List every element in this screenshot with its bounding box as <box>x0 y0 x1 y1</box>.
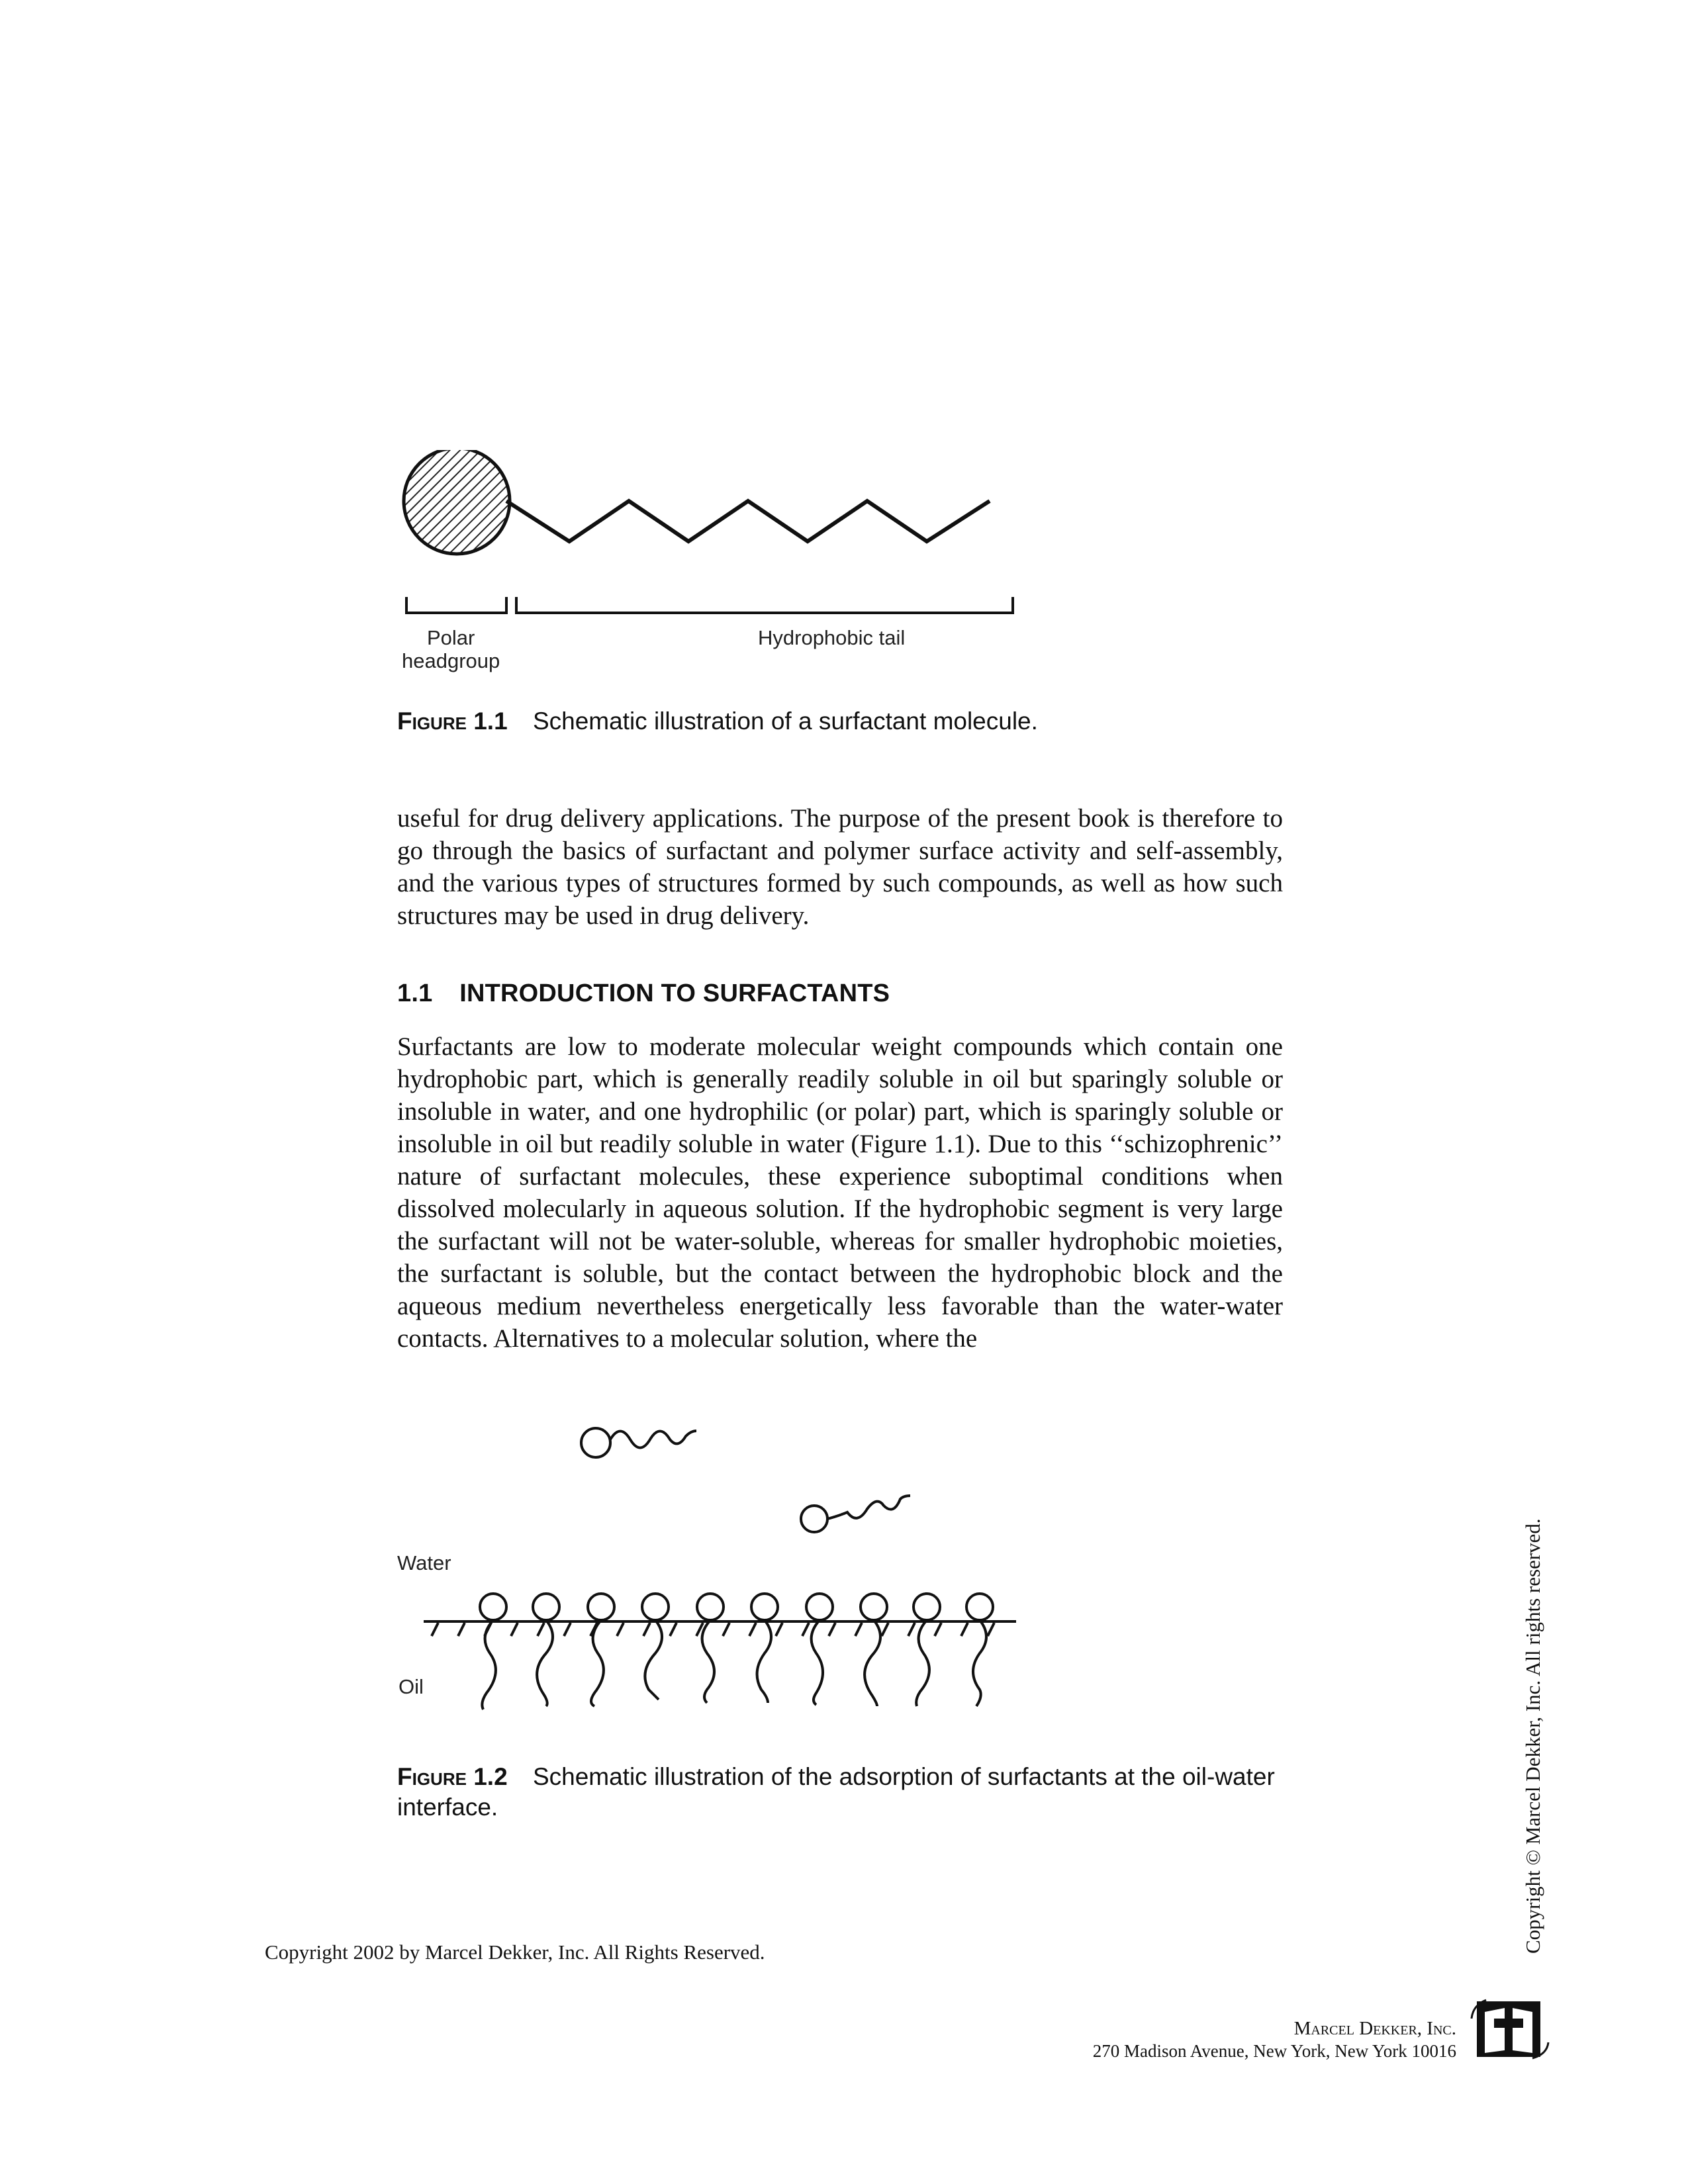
publisher-block <box>1033 2017 1456 2062</box>
figure-1-2 <box>391 1396 1053 1754</box>
free-surfactant-head-2 <box>801 1506 827 1532</box>
figure-1-1-caption <box>397 706 1038 737</box>
polar-label: Polar <box>427 626 475 649</box>
free-surfactant-tail-1 <box>610 1431 696 1448</box>
adsorbed-surfactant-2 <box>533 1594 559 1706</box>
adsorbed-surfactant-6 <box>751 1594 778 1703</box>
free-surfactant-head-1 <box>581 1428 610 1457</box>
adsorbed-surfactant-1 <box>480 1594 506 1709</box>
body-paragraph-1: useful for drug delivery applications. The purpose of the present book is therefore to go through the basics of surfactant and polymer surface activity and self-assembly, and the various types of structures formed by such compounds, as well as how such structures may be used in drug delivery. <box>397 804 1283 930</box>
caption-text: Schematic illustration of the adsorption of surfactants at the oil-water interface. <box>397 1763 1275 1821</box>
free-surfactant-tail-2 <box>827 1496 910 1519</box>
section-heading <box>397 979 890 1008</box>
publisher-logo-icon <box>1466 1992 1552 2065</box>
publisher-name: Marcel Dekker, Inc. <box>1293 2018 1456 2039</box>
headgroup-bracket <box>406 597 506 613</box>
tail-bracket <box>516 597 1013 613</box>
headgroup-label: headgroup <box>402 649 500 672</box>
caption-figure-word: Figure <box>397 707 467 735</box>
vertical-copyright: Copyright © Marcel Dekker, Inc. All rights reserved. <box>1521 1518 1544 1954</box>
hydrophobic-tail-label: Hydrophobic tail <box>758 626 906 649</box>
figure-1-1 <box>387 450 1049 688</box>
figure-1-2-caption <box>397 1762 1284 1823</box>
caption-text: Schematic illustration of a surfactant molecule. <box>532 707 1038 735</box>
caption-figure-number: 1.2 <box>473 1763 508 1790</box>
caption-figure-word: Figure <box>397 1763 467 1790</box>
adsorbed-surfactant-7 <box>806 1594 833 1705</box>
body-paragraph-2: Surfactants are low to moderate molecular weight compounds which contain one hydrophobic part, which is generally readily soluble in oil but sparingly soluble or insoluble in water, and one hydrophilic (or polar) part, which is sparingly soluble or insoluble in oil but readily soluble in water (Figure 1.1). Due to this ‘‘schizophrenic’’ nature of surfactant molecules, these experience suboptimal conditions when dissolved molecularly in aqueous solution. If the hydrophobic segment is very large the surfactant will not be water-soluble, whereas for smaller hydrophobic moieties, the surfactant is soluble, but the contact between the hydrophobic block and the aqueous medium nevertheless energetically less favorable than the water-water contacts. Alternatives to a molecular solution, where the <box>397 1032 1283 1353</box>
caption-figure-number: 1.1 <box>473 707 508 735</box>
section-title: INTRODUCTION TO SURFACTANTS <box>459 979 890 1007</box>
water-label: Water <box>397 1551 451 1574</box>
hydrophobic-tail-zigzag <box>506 501 990 541</box>
adsorbed-surfactant-4 <box>642 1594 669 1700</box>
publisher-address: 270 Madison Avenue, New York, New York 10016 <box>1092 2041 1456 2061</box>
interface-hatch <box>432 1623 994 1636</box>
footer-copyright: Copyright 2002 by Marcel Dekker, Inc. All Rights Reserved. <box>265 1940 765 1964</box>
adsorbed-surfactant-10 <box>966 1594 993 1706</box>
interface-adsorption-diagram <box>391 1396 1053 1727</box>
section-number: 1.1 <box>397 979 433 1007</box>
adsorbed-surfactant-8 <box>861 1594 887 1706</box>
adsorbed-surfactant-5 <box>697 1594 724 1703</box>
adsorbed-surfactant-3 <box>588 1594 614 1706</box>
adsorbed-surfactant-9 <box>914 1594 940 1706</box>
surfactant-molecule-diagram <box>387 450 1049 649</box>
polar-headgroup-circle <box>404 450 510 554</box>
oil-label: Oil <box>399 1675 424 1698</box>
